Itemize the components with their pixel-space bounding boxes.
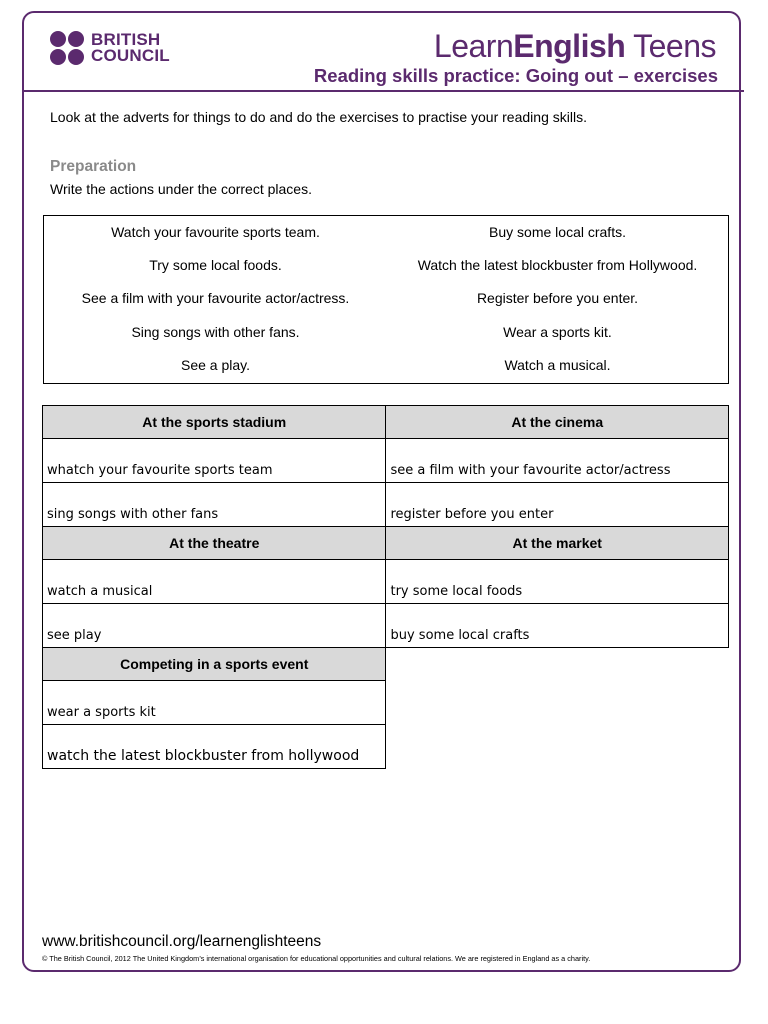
intro-text: Look at the adverts for things to do and do the exercises to practise your reading skills.	[50, 109, 587, 125]
answer-cell[interactable]: watch the latest blockbuster from hollywood	[43, 725, 386, 769]
empty-cell	[386, 725, 729, 769]
answer-cell[interactable]: whatch your favourite sports team	[43, 439, 386, 483]
footer-url-link[interactable]: www.britishcouncil.org/learnenglishteens	[42, 933, 322, 950]
place-header-market: At the market	[386, 527, 729, 560]
logo-dots-icon	[50, 31, 84, 65]
place-header-theatre: At the theatre	[43, 527, 386, 560]
places-table	[42, 405, 729, 769]
answer-cell[interactable]: register before you enter	[386, 483, 729, 527]
answer-cell[interactable]: try some local foods	[386, 560, 729, 604]
place-header-sports-event: Competing in a sports event	[43, 648, 386, 681]
actions-box	[43, 215, 729, 384]
action-item: Sing songs with other fans.	[131, 324, 300, 340]
answer-cell[interactable]: buy some local crafts	[386, 604, 729, 648]
answer-cell[interactable]: see a film with your favourite actor/actress	[386, 439, 729, 483]
action-item: Watch a musical.	[504, 357, 611, 373]
answer-cell[interactable]: wear a sports kit	[43, 681, 386, 725]
action-item: Wear a sports kit.	[503, 324, 612, 340]
place-header-sports-stadium: At the sports stadium	[43, 406, 386, 439]
logo-line-2: COUNCIL	[91, 46, 170, 65]
empty-cell	[386, 681, 729, 725]
action-item: Register before you enter.	[476, 290, 639, 306]
action-item: Watch the latest blockbuster from Hollywood.	[417, 257, 698, 273]
header-divider	[22, 90, 744, 92]
british-council-logo	[50, 31, 170, 65]
answer-cell[interactable]: watch a musical	[43, 560, 386, 604]
answer-cell[interactable]: sing songs with other fans	[43, 483, 386, 527]
preparation-instruction: Write the actions under the correct places.	[50, 181, 312, 197]
place-header-cinema: At the cinema	[386, 406, 729, 439]
answer-cell[interactable]: see play	[43, 604, 386, 648]
preparation-heading: Preparation	[50, 158, 137, 175]
action-item: Watch your favourite sports team.	[111, 224, 320, 240]
copyright-text: © The British Council, 2012 The United Kingdom’s international organisation for educational opportunities and cultural relations. We are registered in England as a charity.	[42, 954, 591, 963]
action-item: See a film with your favourite actor/actress.	[81, 290, 350, 306]
logo-line-1: BRITISH	[91, 30, 161, 49]
empty-cell	[386, 648, 729, 681]
action-item: See a play.	[180, 357, 250, 373]
learnenglish-teens-brand: LearnEnglish Teens	[433, 28, 716, 64]
page-title: Reading skills practice: Going out – exercises	[313, 65, 718, 86]
action-item: Try some local foods.	[149, 257, 282, 273]
action-item: Buy some local crafts.	[489, 224, 626, 240]
